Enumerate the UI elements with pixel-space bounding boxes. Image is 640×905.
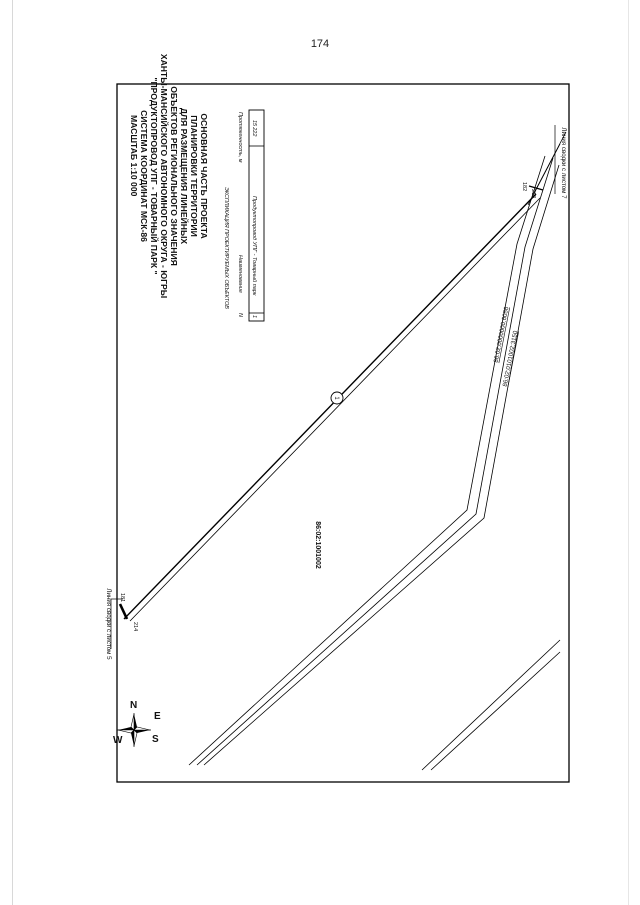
compass-north: N	[130, 700, 138, 711]
legend-row-num: 1	[251, 315, 257, 319]
match-line-top-label: Линия сводки с листом 5	[105, 588, 112, 660]
compass-rose	[113, 700, 161, 747]
legend-header-num: N	[237, 313, 243, 317]
boundary-lower-1	[422, 640, 560, 770]
compass-east: E	[154, 711, 161, 722]
title-line-7: СИСТЕМА КООРДИНАТ МСК-86	[139, 110, 149, 242]
point-label-214: 214	[132, 622, 138, 632]
legend-title: ЭКСПЛИКАЦИЯ ПРОЕКТИРУЕМЫХ ОБЪЕКТОВ	[223, 187, 229, 309]
title-line-5: ХАНТЫ-МАНСИЙСКОГО АВТОНОМНОГО ОКРУГА - ЮГРЫ	[159, 53, 169, 299]
point-label-181: 181	[119, 593, 125, 603]
parcel-label-6056: 86:02:0000000:6056	[492, 306, 511, 364]
title-line-6: "ПРОДУКТОПРОВОД УПГ - ТОВАРНЫЙ ПАРК "	[149, 77, 159, 275]
legend-header-name: Наименование	[237, 255, 243, 293]
title-line-3: ДЛЯ РАЗМЕЩЕНИЯ ЛИНЕЙНЫХ	[179, 107, 189, 245]
compass-south: S	[152, 734, 159, 745]
legend-row-name: Продуктопровод УПГ - Товарный парк	[251, 196, 257, 296]
route-marker	[331, 392, 343, 404]
boundary-lower-2	[431, 652, 560, 770]
cadastral-block-label: 86:02:1001002	[314, 521, 321, 569]
point-labels	[119, 182, 536, 631]
title-line-1: ОСНОВНАЯ ЧАСТЬ ПРОЕКТА	[199, 113, 209, 239]
parcel-boundaries	[189, 156, 560, 770]
match-line-bottom-label: Линия сводки с листом 7	[560, 127, 567, 199]
match-line-bottom	[555, 125, 567, 199]
legend-header-length: Протяженность, м	[237, 112, 243, 163]
title-line-4: ОБЪЕКТОВ РЕГИОНАЛЬНОГО ЗНАЧЕНИЯ	[169, 86, 179, 266]
route-marker-label: 1	[333, 396, 339, 400]
point-label-182: 182	[521, 182, 527, 192]
legend-block	[223, 110, 264, 321]
parcel-label-3150: 86:02:0101002:3150	[501, 330, 520, 388]
title-block	[129, 54, 209, 298]
point-label-213: 213	[530, 189, 536, 199]
title-line-8: МАСШТАБ 1:10 000	[129, 115, 139, 197]
pipeline-start-segment	[120, 604, 127, 619]
title-line-2: ПЛАНИРОВКИ ТЕРРИТОРИИ	[189, 115, 199, 237]
compass-west: W	[113, 735, 123, 746]
legend-row-length: 15 222	[251, 120, 257, 137]
page-number: 174	[310, 38, 330, 50]
